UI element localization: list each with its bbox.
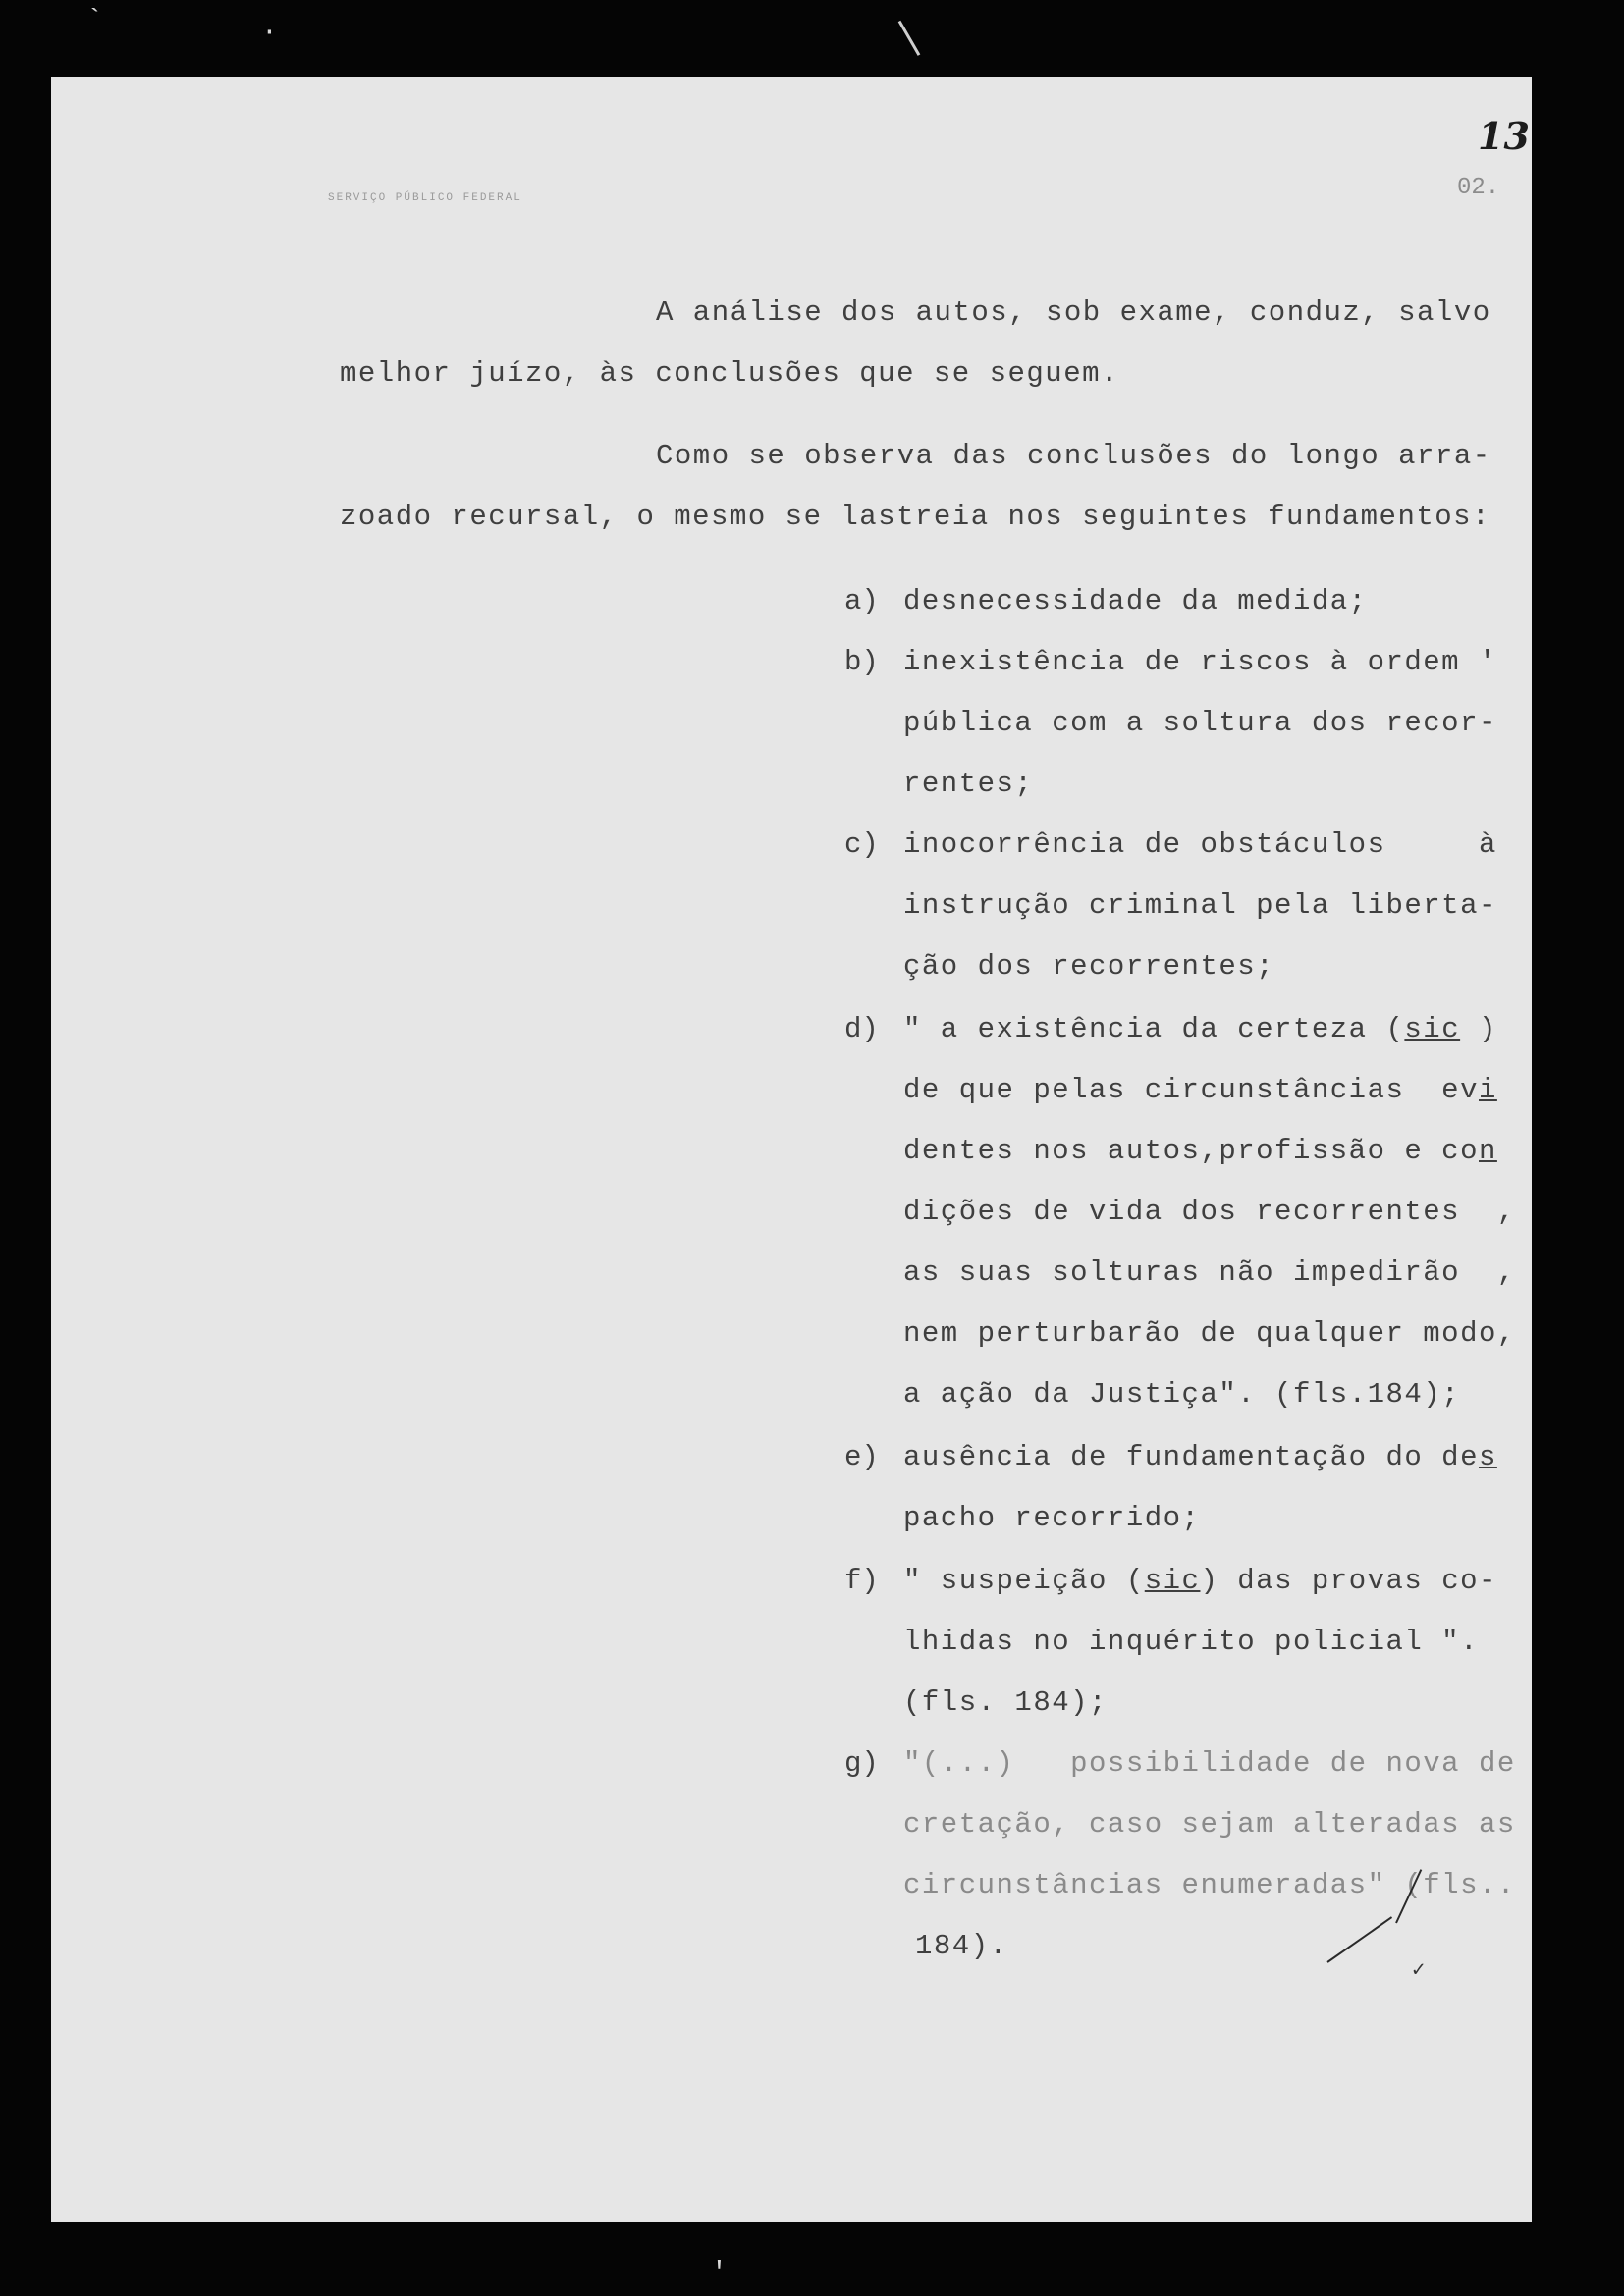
signature-stroke [1326, 1916, 1392, 1963]
item-d-line-1-start: " a existência da certeza ( [903, 1013, 1405, 1045]
item-e-line-1-hyphen-char: s [1479, 1441, 1497, 1473]
item-f-line-2: lhidas no inquérito policial ". [903, 1626, 1479, 1658]
item-g-line-1: "(...) possibilidade de nova de [903, 1747, 1516, 1780]
paragraph-1-line-1: A análise dos autos, sob exame, conduz, salvo [656, 296, 1491, 329]
item-c-line-3: ção dos recorrentes; [903, 950, 1275, 983]
folio-number: 13 [1478, 114, 1530, 158]
item-e-line-1-text: ausência de fundamentação do de [903, 1441, 1479, 1473]
header-mark: SERVIÇO PÚBLICO FEDERAL [328, 192, 522, 204]
item-e-line-2: pacho recorrido; [903, 1502, 1201, 1534]
item-f-line-1-end: ) das provas co- [1200, 1565, 1497, 1597]
item-c-line-1: inocorrência de obstáculos à [903, 828, 1497, 861]
film-scratch [898, 21, 921, 56]
item-g-line-3: circunstâncias enumeradas" (fls.. [903, 1869, 1516, 1901]
item-d-label: d) [844, 1013, 879, 1045]
item-d-line-1 [903, 1013, 1497, 1045]
item-d-line-2-text: de que pelas circunstâncias ev [903, 1074, 1479, 1106]
item-d-line-6: nem perturbarão de qualquer modo, [903, 1317, 1516, 1350]
item-d-line-1-end: ) [1460, 1013, 1497, 1045]
item-f-line-1 [903, 1565, 1497, 1597]
item-b-line-3: rentes; [903, 768, 1034, 800]
item-d-line-7: a ação da Justiça". (fls.184); [903, 1378, 1461, 1411]
film-mark: · [261, 18, 278, 48]
item-f-line-3: (fls. 184); [903, 1686, 1108, 1719]
item-g-line-2: cretação, caso sejam alteradas as [903, 1808, 1516, 1841]
item-a-label: a) [844, 585, 879, 617]
item-d-line-3 [903, 1135, 1497, 1167]
item-b-label: b) [844, 646, 879, 678]
item-b-line-2: pública com a soltura dos recor- [903, 707, 1497, 739]
item-c-label: c) [844, 828, 879, 861]
item-d-line-5: as suas solturas não impedirão , [903, 1256, 1516, 1289]
film-mark: ' [711, 2258, 728, 2288]
item-a-line-1: desnecessidade da medida; [903, 585, 1368, 617]
item-d-line-2-hyphen-char: i [1479, 1074, 1497, 1106]
item-f-label: f) [844, 1565, 879, 1597]
item-g-line-4: 184). [915, 1930, 1008, 1962]
sic-marker: sic [1404, 1013, 1461, 1045]
item-d-line-3-text: dentes nos autos,profissão e co [903, 1135, 1479, 1167]
paragraph-2-line-2: zoado recursal, o mesmo se lastreia nos seguintes fundamentos: [340, 501, 1490, 533]
paragraph-1-line-2: melhor juízo, às conclusões que se seguem. [340, 357, 1119, 390]
item-b-line-1: inexistência de riscos à ordem ' [903, 646, 1497, 678]
item-d-line-3-hyphen-char: n [1479, 1135, 1497, 1167]
paragraph-2-line-1: Como se observa das conclusões do longo arra- [656, 440, 1491, 472]
signature-mark: ✓ [1412, 1958, 1427, 1983]
item-f-line-1-start: " suspeição ( [903, 1565, 1145, 1597]
item-e-line-1 [903, 1441, 1497, 1473]
item-c-line-2: instrução criminal pela liberta- [903, 889, 1497, 922]
sic-marker: sic [1144, 1565, 1201, 1597]
item-g-label: g) [844, 1747, 879, 1780]
document-page [51, 77, 1532, 2222]
item-e-label: e) [844, 1441, 879, 1473]
page-number: 02. [1457, 175, 1500, 201]
item-d-line-4: dições de vida dos recorrentes , [903, 1196, 1516, 1228]
item-d-line-2 [903, 1074, 1497, 1106]
film-mark: ` [86, 6, 103, 36]
